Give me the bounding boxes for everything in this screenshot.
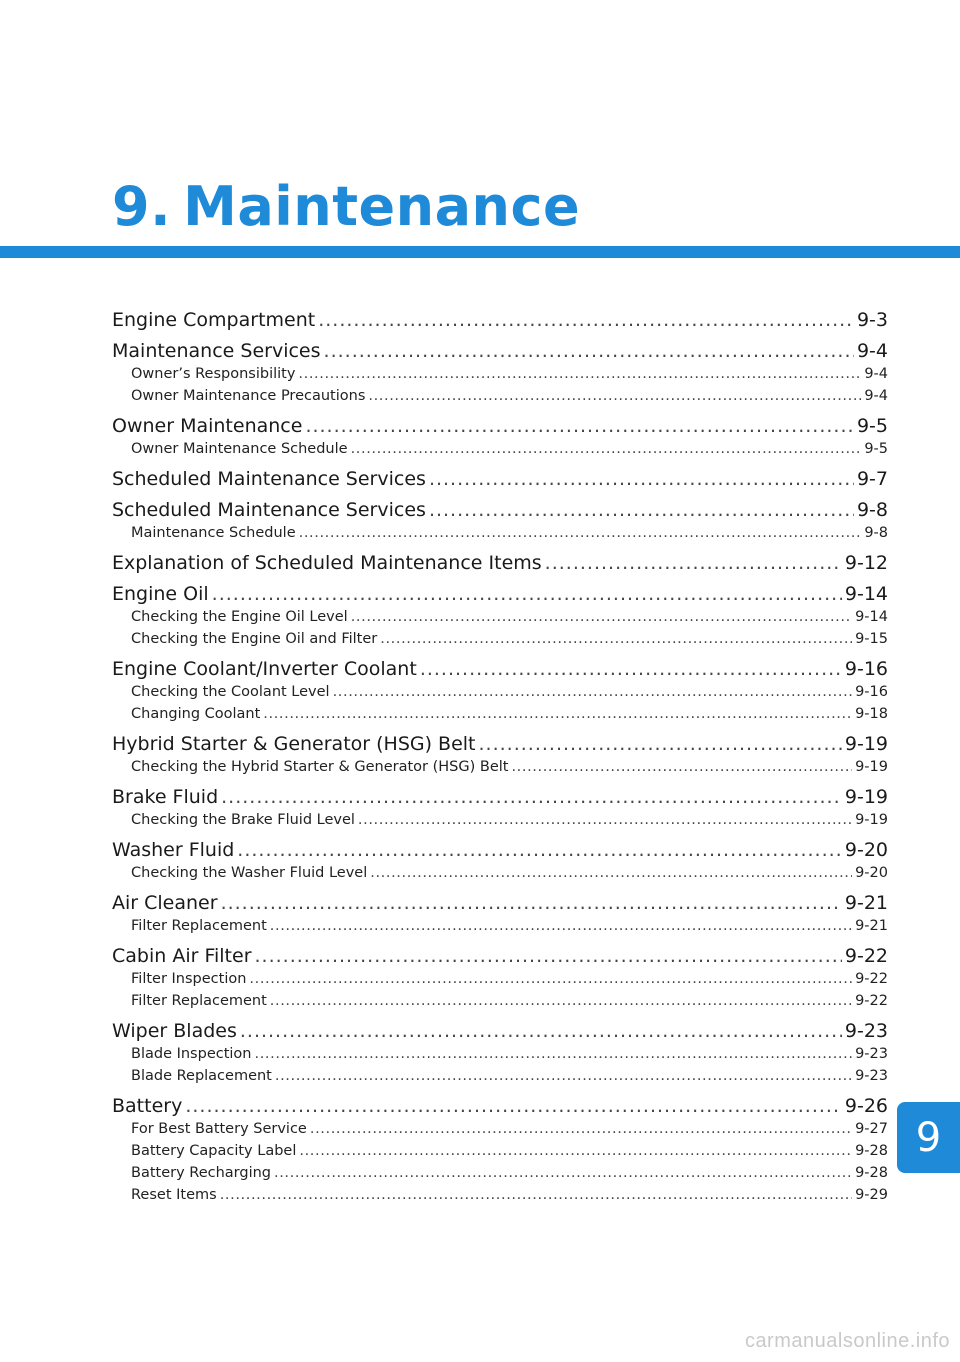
toc-entry-page: 9-19 <box>855 812 888 828</box>
toc-entry-label: Engine Oil <box>112 583 209 605</box>
toc-dot-leader <box>221 785 842 809</box>
toc-subentry[interactable] <box>112 968 888 990</box>
toc-entry-page: 9-16 <box>855 684 888 700</box>
toc-dot-leader <box>429 498 854 522</box>
toc-entry-page: 9-4 <box>856 340 888 362</box>
toc-dot-leader <box>358 809 852 831</box>
toc-subentry[interactable] <box>112 1184 888 1206</box>
toc-entry-page: 9-18 <box>855 706 888 722</box>
toc-entry[interactable] <box>112 1019 888 1043</box>
toc-entry[interactable] <box>112 582 888 606</box>
toc-subentry[interactable] <box>112 363 888 385</box>
toc-subentry[interactable] <box>112 1043 888 1065</box>
toc-entry-page: 9-4 <box>864 366 888 382</box>
toc-entry[interactable] <box>112 944 888 968</box>
toc-entry-page: 9-20 <box>855 865 888 881</box>
toc-subentry[interactable] <box>112 990 888 1012</box>
toc-entry-page: 9-8 <box>864 525 888 541</box>
toc-entry-label: Blade Replacement <box>131 1068 272 1084</box>
toc-entry[interactable] <box>112 657 888 681</box>
chapter-tab-number: 9 <box>915 1114 942 1161</box>
toc-entry-page: 9-5 <box>856 415 888 437</box>
toc-entry-label: Filter Inspection <box>131 971 247 987</box>
toc-subentry[interactable] <box>112 681 888 703</box>
toc-entry-page: 9-22 <box>855 971 888 987</box>
toc-entry-page: 9-23 <box>844 1020 888 1042</box>
toc-entry-page: 9-7 <box>856 468 888 490</box>
toc-entry-label: Owner Maintenance <box>112 415 303 437</box>
toc-dot-leader <box>333 681 852 703</box>
toc-entry[interactable] <box>112 838 888 862</box>
toc-subentry[interactable] <box>112 756 888 778</box>
toc-entry[interactable] <box>112 891 888 915</box>
toc-subentry[interactable] <box>112 1140 888 1162</box>
toc-entry[interactable] <box>112 414 888 438</box>
toc-dot-leader <box>274 1162 852 1184</box>
toc-entry-page: 9-28 <box>855 1165 888 1181</box>
chapter-tab[interactable] <box>897 1102 960 1173</box>
toc-entry-label: Checking the Coolant Level <box>131 684 330 700</box>
toc-subentry[interactable] <box>112 915 888 937</box>
toc-entry-page: 9-26 <box>844 1095 888 1117</box>
toc-dot-leader <box>299 1140 852 1162</box>
toc-entry-page: 9-27 <box>855 1121 888 1137</box>
toc-dot-leader <box>255 944 842 968</box>
toc-entry-page: 9-5 <box>864 441 888 457</box>
toc-entry-label: For Best Battery Service <box>131 1121 307 1137</box>
toc-entry-label: Washer Fluid <box>112 839 235 861</box>
toc-entry-label: Hybrid Starter & Generator (HSG) Belt <box>112 733 476 755</box>
toc-subentry[interactable] <box>112 385 888 407</box>
toc-entry-label: Reset Items <box>131 1187 217 1203</box>
toc-dot-leader <box>310 1118 852 1140</box>
toc-dot-leader <box>324 339 854 363</box>
toc-entry-page: 9-21 <box>844 892 888 914</box>
toc-entry-page: 9-15 <box>855 631 888 647</box>
toc-entry-label: Scheduled Maintenance Services <box>112 468 426 490</box>
toc-dot-leader <box>298 363 861 385</box>
toc-subentry[interactable] <box>112 703 888 725</box>
toc-dot-leader <box>249 968 852 990</box>
toc-entry-page: 9-19 <box>855 759 888 775</box>
toc-dot-leader <box>240 1019 842 1043</box>
toc-dot-leader <box>255 1043 853 1065</box>
toc-entry[interactable] <box>112 732 888 756</box>
toc-entry-label: Battery <box>112 1095 183 1117</box>
toc-entry-label: Wiper Blades <box>112 1020 237 1042</box>
toc-entry-page: 9-3 <box>856 309 888 331</box>
toc-entry-label: Maintenance Schedule <box>131 525 296 541</box>
chapter-number: 9. <box>112 175 172 238</box>
toc-entry-label: Checking the Washer Fluid Level <box>131 865 368 881</box>
chapter-name: Maintenance <box>183 175 581 238</box>
toc-entry[interactable] <box>112 1094 888 1118</box>
toc-entry-label: Engine Coolant/Inverter Coolant <box>112 658 417 680</box>
toc-entry-page: 9-21 <box>855 918 888 934</box>
toc-entry-label: Scheduled Maintenance Services <box>112 499 426 521</box>
toc-entry-page: 9-28 <box>855 1143 888 1159</box>
toc-entry-page: 9-14 <box>844 583 888 605</box>
toc-entry-label: Checking the Engine Oil Level <box>131 609 348 625</box>
toc-dot-leader <box>511 756 852 778</box>
toc-entry-label: Maintenance Services <box>112 340 321 362</box>
toc-entry-label: Checking the Engine Oil and Filter <box>131 631 378 647</box>
chapter-title <box>112 172 580 242</box>
toc-subentry[interactable] <box>112 606 888 628</box>
toc-entry-label: Changing Coolant <box>131 706 261 722</box>
toc-dot-leader <box>270 915 852 937</box>
toc-dot-leader <box>221 891 842 915</box>
toc-entry[interactable] <box>112 785 888 809</box>
toc-subentry[interactable] <box>112 1118 888 1140</box>
toc-entry-label: Owner’s Responsibility <box>131 366 296 382</box>
toc-dot-leader <box>305 414 854 438</box>
toc-entry-label: Owner Maintenance Precautions <box>131 388 366 404</box>
toc-dot-leader <box>299 522 862 544</box>
toc-entry-label: Cabin Air Filter <box>112 945 252 967</box>
title-divider-bar <box>0 246 960 258</box>
toc-entry[interactable] <box>112 467 888 491</box>
toc-dot-leader <box>185 1094 842 1118</box>
toc-entry-page: 9-16 <box>844 658 888 680</box>
toc-dot-leader <box>420 657 842 681</box>
toc-dot-leader <box>368 385 861 407</box>
toc-dot-leader <box>275 1065 852 1087</box>
toc-subentry[interactable] <box>112 862 888 884</box>
toc-entry-page: 9-8 <box>856 499 888 521</box>
toc-entry-page: 9-14 <box>855 609 888 625</box>
toc-entry-label: Air Cleaner <box>112 892 218 914</box>
toc-entry-label: Engine Compartment <box>112 309 316 331</box>
toc-dot-leader <box>545 551 842 575</box>
toc-entry[interactable] <box>112 551 888 575</box>
toc-entry-page: 9-19 <box>844 786 888 808</box>
toc-entry[interactable] <box>112 498 888 522</box>
toc-entry-label: Battery Recharging <box>131 1165 272 1181</box>
toc-entry-label: Brake Fluid <box>112 786 219 808</box>
table-of-contents <box>112 308 888 1206</box>
toc-dot-leader <box>479 732 842 756</box>
toc-entry-label: Checking the Brake Fluid Level <box>131 812 355 828</box>
toc-subentry[interactable] <box>112 809 888 831</box>
toc-entry-page: 9-12 <box>844 552 888 574</box>
toc-subentry[interactable] <box>112 1162 888 1184</box>
toc-dot-leader <box>237 838 842 862</box>
toc-entry-label: Blade Inspection <box>131 1046 252 1062</box>
toc-dot-leader <box>220 1184 852 1206</box>
toc-entry-page: 9-23 <box>855 1046 888 1062</box>
toc-entry-page: 9-22 <box>855 993 888 1009</box>
toc-entry-page: 9-19 <box>844 733 888 755</box>
toc-entry-label: Filter Replacement <box>131 993 267 1009</box>
toc-entry-label: Owner Maintenance Schedule <box>131 441 348 457</box>
toc-dot-leader <box>212 582 842 606</box>
toc-entry-page: 9-4 <box>864 388 888 404</box>
toc-dot-leader <box>370 862 852 884</box>
watermark: carmanualsonline.info <box>744 1330 950 1352</box>
toc-subentry[interactable] <box>112 628 888 650</box>
toc-entry-page: 9-20 <box>844 839 888 861</box>
toc-entry-label: Explanation of Scheduled Maintenance Items <box>112 552 542 574</box>
toc-subentry[interactable] <box>112 1065 888 1087</box>
toc-entry-page: 9-29 <box>855 1187 888 1203</box>
toc-dot-leader <box>318 308 854 332</box>
toc-entry-label: Battery Capacity Label <box>131 1143 297 1159</box>
toc-subentry[interactable] <box>112 438 888 460</box>
toc-dot-leader <box>351 606 852 628</box>
toc-dot-leader <box>351 438 862 460</box>
toc-subentry[interactable] <box>112 522 888 544</box>
toc-entry[interactable] <box>112 308 888 332</box>
toc-entry-page: 9-23 <box>855 1068 888 1084</box>
toc-entry-label: Filter Replacement <box>131 918 267 934</box>
toc-dot-leader <box>429 467 854 491</box>
toc-dot-leader <box>263 703 852 725</box>
toc-dot-leader <box>380 628 852 650</box>
toc-entry[interactable] <box>112 339 888 363</box>
toc-entry-label: Checking the Hybrid Starter & Generator (HSG) Belt <box>131 759 509 775</box>
toc-dot-leader <box>270 990 852 1012</box>
toc-entry-page: 9-22 <box>844 945 888 967</box>
